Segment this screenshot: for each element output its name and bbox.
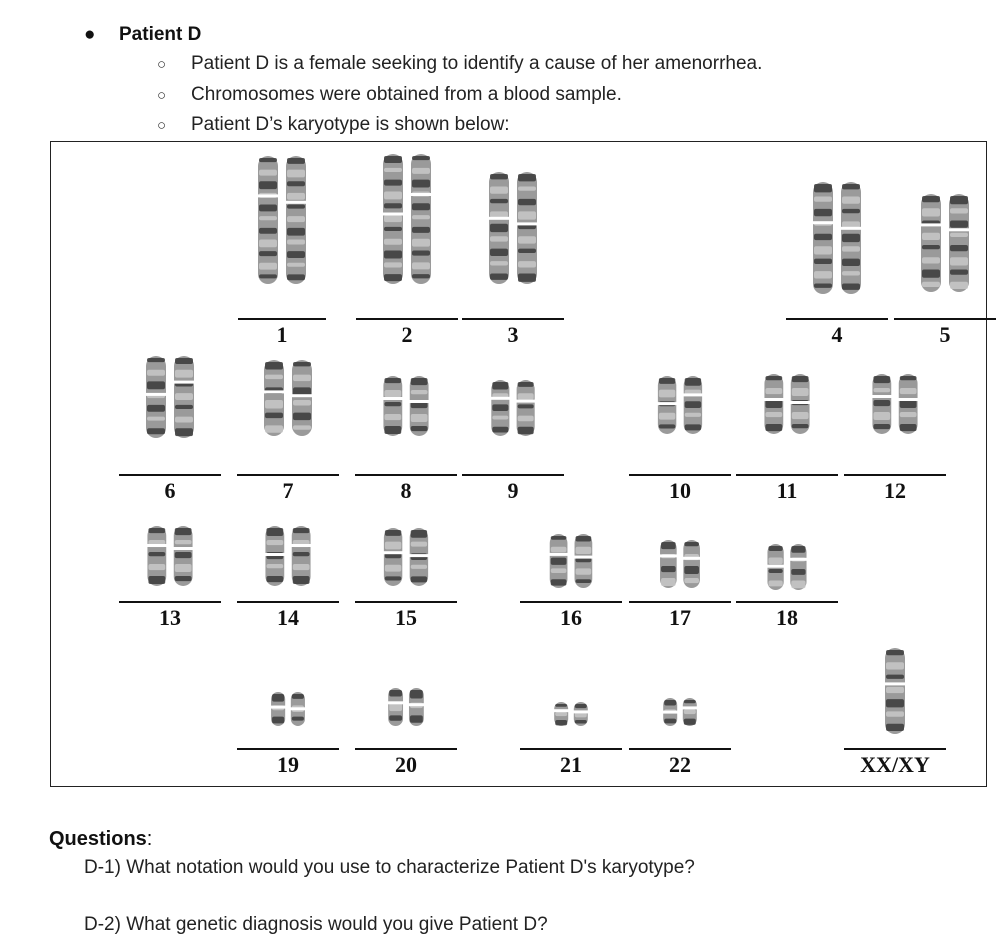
chromosome-label: 12 <box>884 478 906 503</box>
chromosome-icon <box>553 702 569 726</box>
chromosome-icon <box>662 698 678 726</box>
chromosome-icon <box>573 702 589 726</box>
questions-title: Questions <box>49 828 147 850</box>
karyotype-baseline <box>237 601 339 603</box>
karyotype-baseline <box>237 748 339 750</box>
question-d1: D-1) What notation would you use to characterize Patient D's karyotype? <box>84 857 695 878</box>
chromosome-icon <box>173 356 195 438</box>
bullet-icon: ● <box>84 24 96 45</box>
chromosome-icon <box>257 156 279 284</box>
sub-bullet-icon: ○ <box>157 87 167 104</box>
chromosome-label: 22 <box>669 752 691 777</box>
karyotype-baseline <box>119 601 221 603</box>
chromosome-icon <box>840 182 862 294</box>
chromosome-icon <box>657 376 677 434</box>
chromosome-icon <box>145 356 167 438</box>
chromosome-icon <box>549 534 569 588</box>
chromosome-icon <box>766 544 784 590</box>
chromosome-icon <box>812 182 834 294</box>
karyotype-baseline <box>786 318 888 320</box>
karyotype-baseline <box>844 748 946 750</box>
chromosome-label: 8 <box>400 478 412 503</box>
chromosome-icon <box>871 374 892 434</box>
karyotype-baseline <box>520 748 622 750</box>
questions-colon: : <box>146 828 153 850</box>
chromosome-icon <box>488 172 510 284</box>
karyotype-baseline <box>355 474 457 476</box>
chromosome-icon <box>285 156 307 284</box>
chromosome-icon <box>884 648 906 734</box>
chromosome-icon <box>408 688 425 726</box>
sub-bullet-icon: ○ <box>157 56 167 73</box>
karyotype-baseline <box>462 474 564 476</box>
chromosome-label: 11 <box>776 478 798 503</box>
chromosome-label: 15 <box>395 605 417 630</box>
karyotype-baseline <box>520 601 622 603</box>
chromosome-icon <box>410 154 432 284</box>
chromosome-icon <box>291 360 313 436</box>
chromosome-icon <box>763 374 784 434</box>
karyotype-baseline <box>894 318 996 320</box>
chromosome-icon <box>490 380 510 436</box>
chromosome-label: 6 <box>164 478 176 503</box>
chromosome-label: 20 <box>395 752 417 777</box>
karyotype-baseline <box>238 318 326 320</box>
karyotype-baseline <box>629 748 731 750</box>
chromosome-label: 13 <box>159 605 181 630</box>
chromosome-label: 21 <box>560 752 582 777</box>
chromosome-icon <box>790 374 811 434</box>
chromosome-icon <box>516 380 536 436</box>
karyotype-baseline <box>355 748 457 750</box>
karyotype-baseline <box>356 318 458 320</box>
chromosome-icon <box>290 692 306 726</box>
karyotype-baseline <box>629 474 731 476</box>
chromosome-icon <box>270 692 286 726</box>
karyotype-baseline <box>119 474 221 476</box>
chromosome-icon <box>948 194 970 292</box>
chromosome-icon <box>516 172 538 284</box>
karyotype-baseline <box>462 318 564 320</box>
chromosome-icon <box>659 540 678 588</box>
patient-description: Patient D is a female seeking to identify a cause of her amenorrhea. <box>191 53 763 74</box>
chromosome-label: 14 <box>277 605 299 630</box>
karyotype-intro: Patient D’s karyotype is shown below: <box>191 114 510 135</box>
section-heading: Patient D <box>119 24 202 45</box>
chromosome-label: 9 <box>507 478 519 503</box>
questions-heading <box>49 828 152 851</box>
karyotype-baseline <box>844 474 946 476</box>
chromosome-icon <box>683 376 703 434</box>
chromosome-label: 10 <box>669 478 691 503</box>
chromosome-icon <box>409 528 429 586</box>
karyotype-panel <box>50 141 987 787</box>
chromosome-label: 18 <box>776 605 798 630</box>
karyotype-baseline <box>355 601 457 603</box>
chromosome-icon <box>382 376 403 436</box>
chromosome-icon <box>382 154 404 284</box>
chromosome-icon <box>920 194 942 292</box>
chromosome-label: 2 <box>401 322 413 347</box>
chromosome-icon <box>409 376 430 436</box>
chromosome-label: 4 <box>831 322 843 347</box>
sample-description: Chromosomes were obtained from a blood sample. <box>191 84 622 105</box>
chromosome-label: 3 <box>507 322 519 347</box>
chromosome-icon <box>263 360 285 436</box>
chromosome-label: 7 <box>282 478 294 503</box>
karyotype-image <box>51 142 986 786</box>
chromosome-icon <box>574 534 594 588</box>
chromosome-icon <box>682 698 698 726</box>
chromosome-icon <box>146 526 167 586</box>
chromosome-label: 17 <box>669 605 691 630</box>
chromosome-icon <box>173 526 194 586</box>
sub-bullet-icon: ○ <box>157 117 167 134</box>
karyotype-baseline <box>237 474 339 476</box>
chromosome-icon <box>789 544 807 590</box>
chromosome-icon <box>264 526 285 586</box>
karyotype-baseline <box>629 601 731 603</box>
chromosome-icon <box>291 526 312 586</box>
chromosome-label: XX/XY <box>860 752 930 777</box>
chromosome-label: 5 <box>939 322 951 347</box>
chromosome-label: 1 <box>276 322 288 347</box>
chromosome-icon <box>383 528 403 586</box>
chromosome-icon <box>682 540 701 588</box>
question-d2: D-2) What genetic diagnosis would you give Patient D? <box>84 914 548 935</box>
chromosome-icon <box>898 374 919 434</box>
karyotype-baseline <box>736 474 838 476</box>
karyotype-baseline <box>736 601 838 603</box>
chromosome-label: 19 <box>277 752 299 777</box>
chromosome-label: 16 <box>560 605 582 630</box>
chromosome-icon <box>387 688 404 726</box>
